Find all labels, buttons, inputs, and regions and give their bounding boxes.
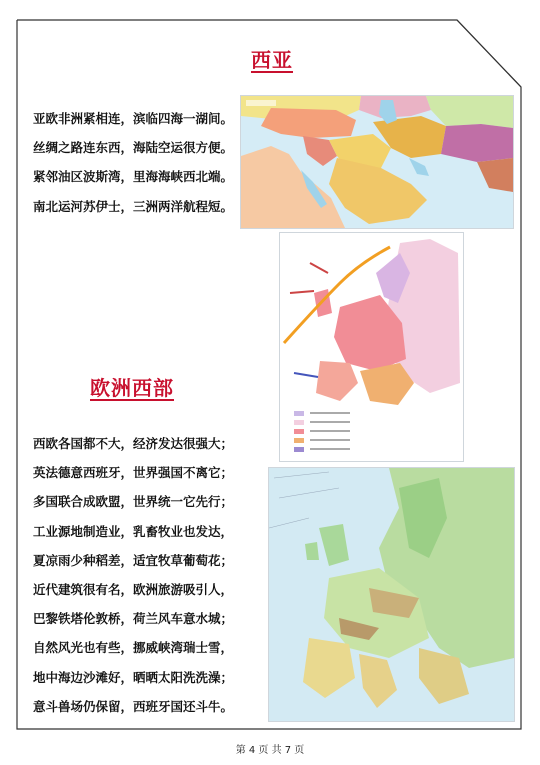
- west-asia-map: [240, 95, 514, 229]
- europe-climate-map: [279, 232, 464, 462]
- poem-line: 多国联合成欧盟，世界统一它先行；: [33, 494, 234, 510]
- section-title-west-asia: 西亚: [251, 48, 293, 72]
- poem-line: 巴黎铁塔伦敦桥，荷兰风车意水城；: [33, 611, 234, 627]
- poem-line: 英法德意西班牙，世界强国不离它；: [33, 465, 234, 481]
- section-title-western-europe: 欧洲西部: [90, 376, 174, 400]
- poem-line: 西欧各国都不大，经济发达很强大；: [33, 436, 234, 451]
- page-footer: 第 4 页 共 7 页: [235, 745, 305, 756]
- poem-line: 南北运河苏伊士，三洲两洋航程短。: [33, 198, 234, 214]
- poem-west-asia: [33, 104, 233, 221]
- europe-physical-map: [268, 467, 515, 722]
- poem-line: 工业源地制造业，乳畜牧业也发达，: [33, 523, 234, 539]
- poem-western-europe: [33, 429, 233, 721]
- poem-line: 夏凉雨少种稻差，适宜牧草葡萄花；: [33, 552, 234, 568]
- poem-line: 亚欧非洲紧相连，滨临四海一湖间。: [33, 111, 234, 126]
- poem-line: 近代建筑很有名，欧洲旅游吸引人，: [33, 582, 234, 598]
- poem-line: 紧邻油区波斯湾，里海海峡西北端。: [33, 169, 234, 185]
- poem-line: 意斗兽场仍保留，西班牙国还斗牛。: [33, 698, 234, 714]
- poem-line: 自然风光也有些，挪威峡湾瑞士雪，: [33, 640, 234, 656]
- poem-line: 丝绸之路连东西，海陆空运很方便。: [33, 140, 234, 156]
- poem-line: 地中海边沙滩好，晒晒太阳洗洗澡；: [33, 669, 234, 685]
